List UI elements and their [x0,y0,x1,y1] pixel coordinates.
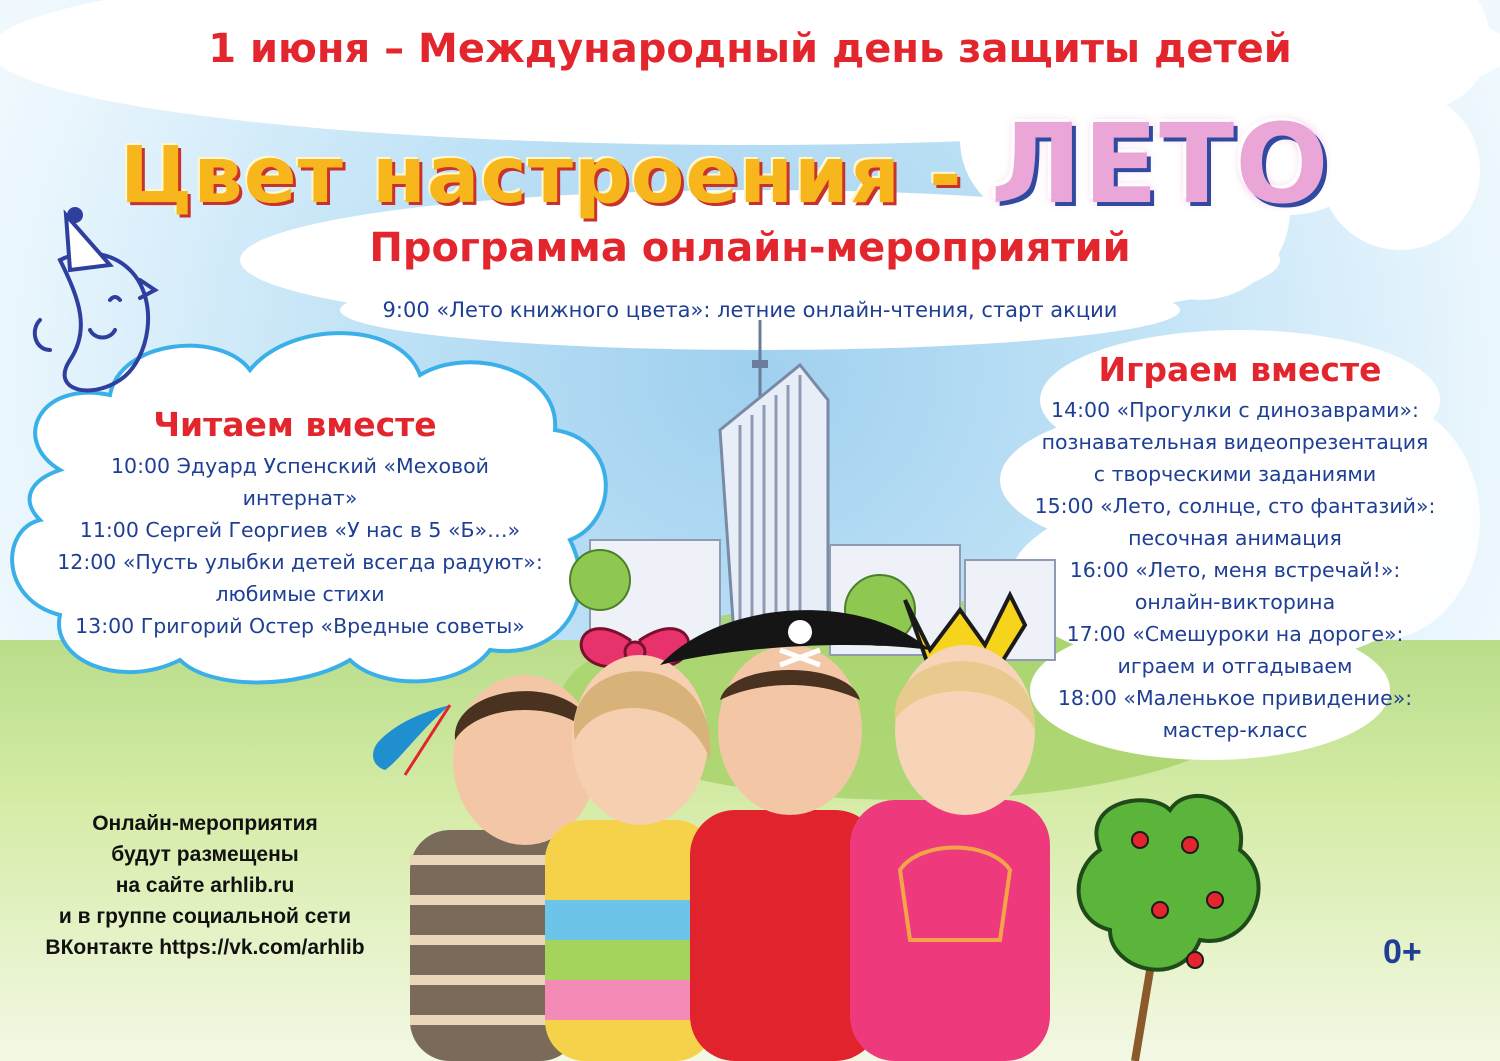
footer-line: Онлайн-мероприятия [92,812,318,835]
list-item: 10:00 Эдуард Успенский «Меховой [111,454,489,478]
list-item: 11:00 Сергей Георгиев «У нас в 5 «Б»…» [79,518,521,542]
list-item: играем и отгадываем [1117,654,1353,678]
list-item: с творческими заданиями [1093,462,1377,486]
program-subtitle: Программа онлайн-мероприятий [369,225,1131,271]
list-item: 17:00 «Смешуроки на дороге»: [1066,622,1404,646]
list-item: 16:00 «Лето, меня встречай!»: [1069,558,1401,582]
opening-event: 9:00 «Лето книжного цвета»: летние онлайн-чтения, старт акции [382,298,1118,322]
footer-line: и в группе социальной сети [58,905,352,928]
list-item: 13:00 Григорий Остер «Вредные советы» [75,614,525,638]
list-item: любимые стихи [215,582,385,606]
footer-line: будут размещены [111,843,299,866]
main-title-part1: Цвет настроения - [120,131,963,221]
list-item: 18:00 «Маленькое привидение»: [1057,686,1413,710]
list-item: познавательная видеопрезентация [1041,430,1429,454]
list-item: мастер-класс [1162,718,1308,742]
list-item: 12:00 «Пусть улыбки детей всегда радуют»: [57,550,543,574]
list-item: 14:00 «Прогулки с динозаврами»: [1051,398,1419,422]
list-item: песочная анимация [1128,526,1342,550]
footer-line: ВКонтакте https://vk.com/arhlib [45,936,365,959]
playing-heading: Играем вместе [1098,350,1382,389]
reading-heading: Читаем вместе [153,405,437,444]
date-line: 1 июня – Международный день защиты детей [208,26,1292,72]
main-title-leto: ЛЕТО [990,100,1330,228]
footer-note [10,808,400,963]
age-rating: 0+ [1383,933,1422,971]
list-item: онлайн-викторина [1134,590,1336,614]
footer-line: на сайте arhlib.ru [115,874,295,897]
list-item: 15:00 «Лето, солнце, сто фантазий»: [1034,494,1436,518]
list-item: интернат» [242,486,358,510]
